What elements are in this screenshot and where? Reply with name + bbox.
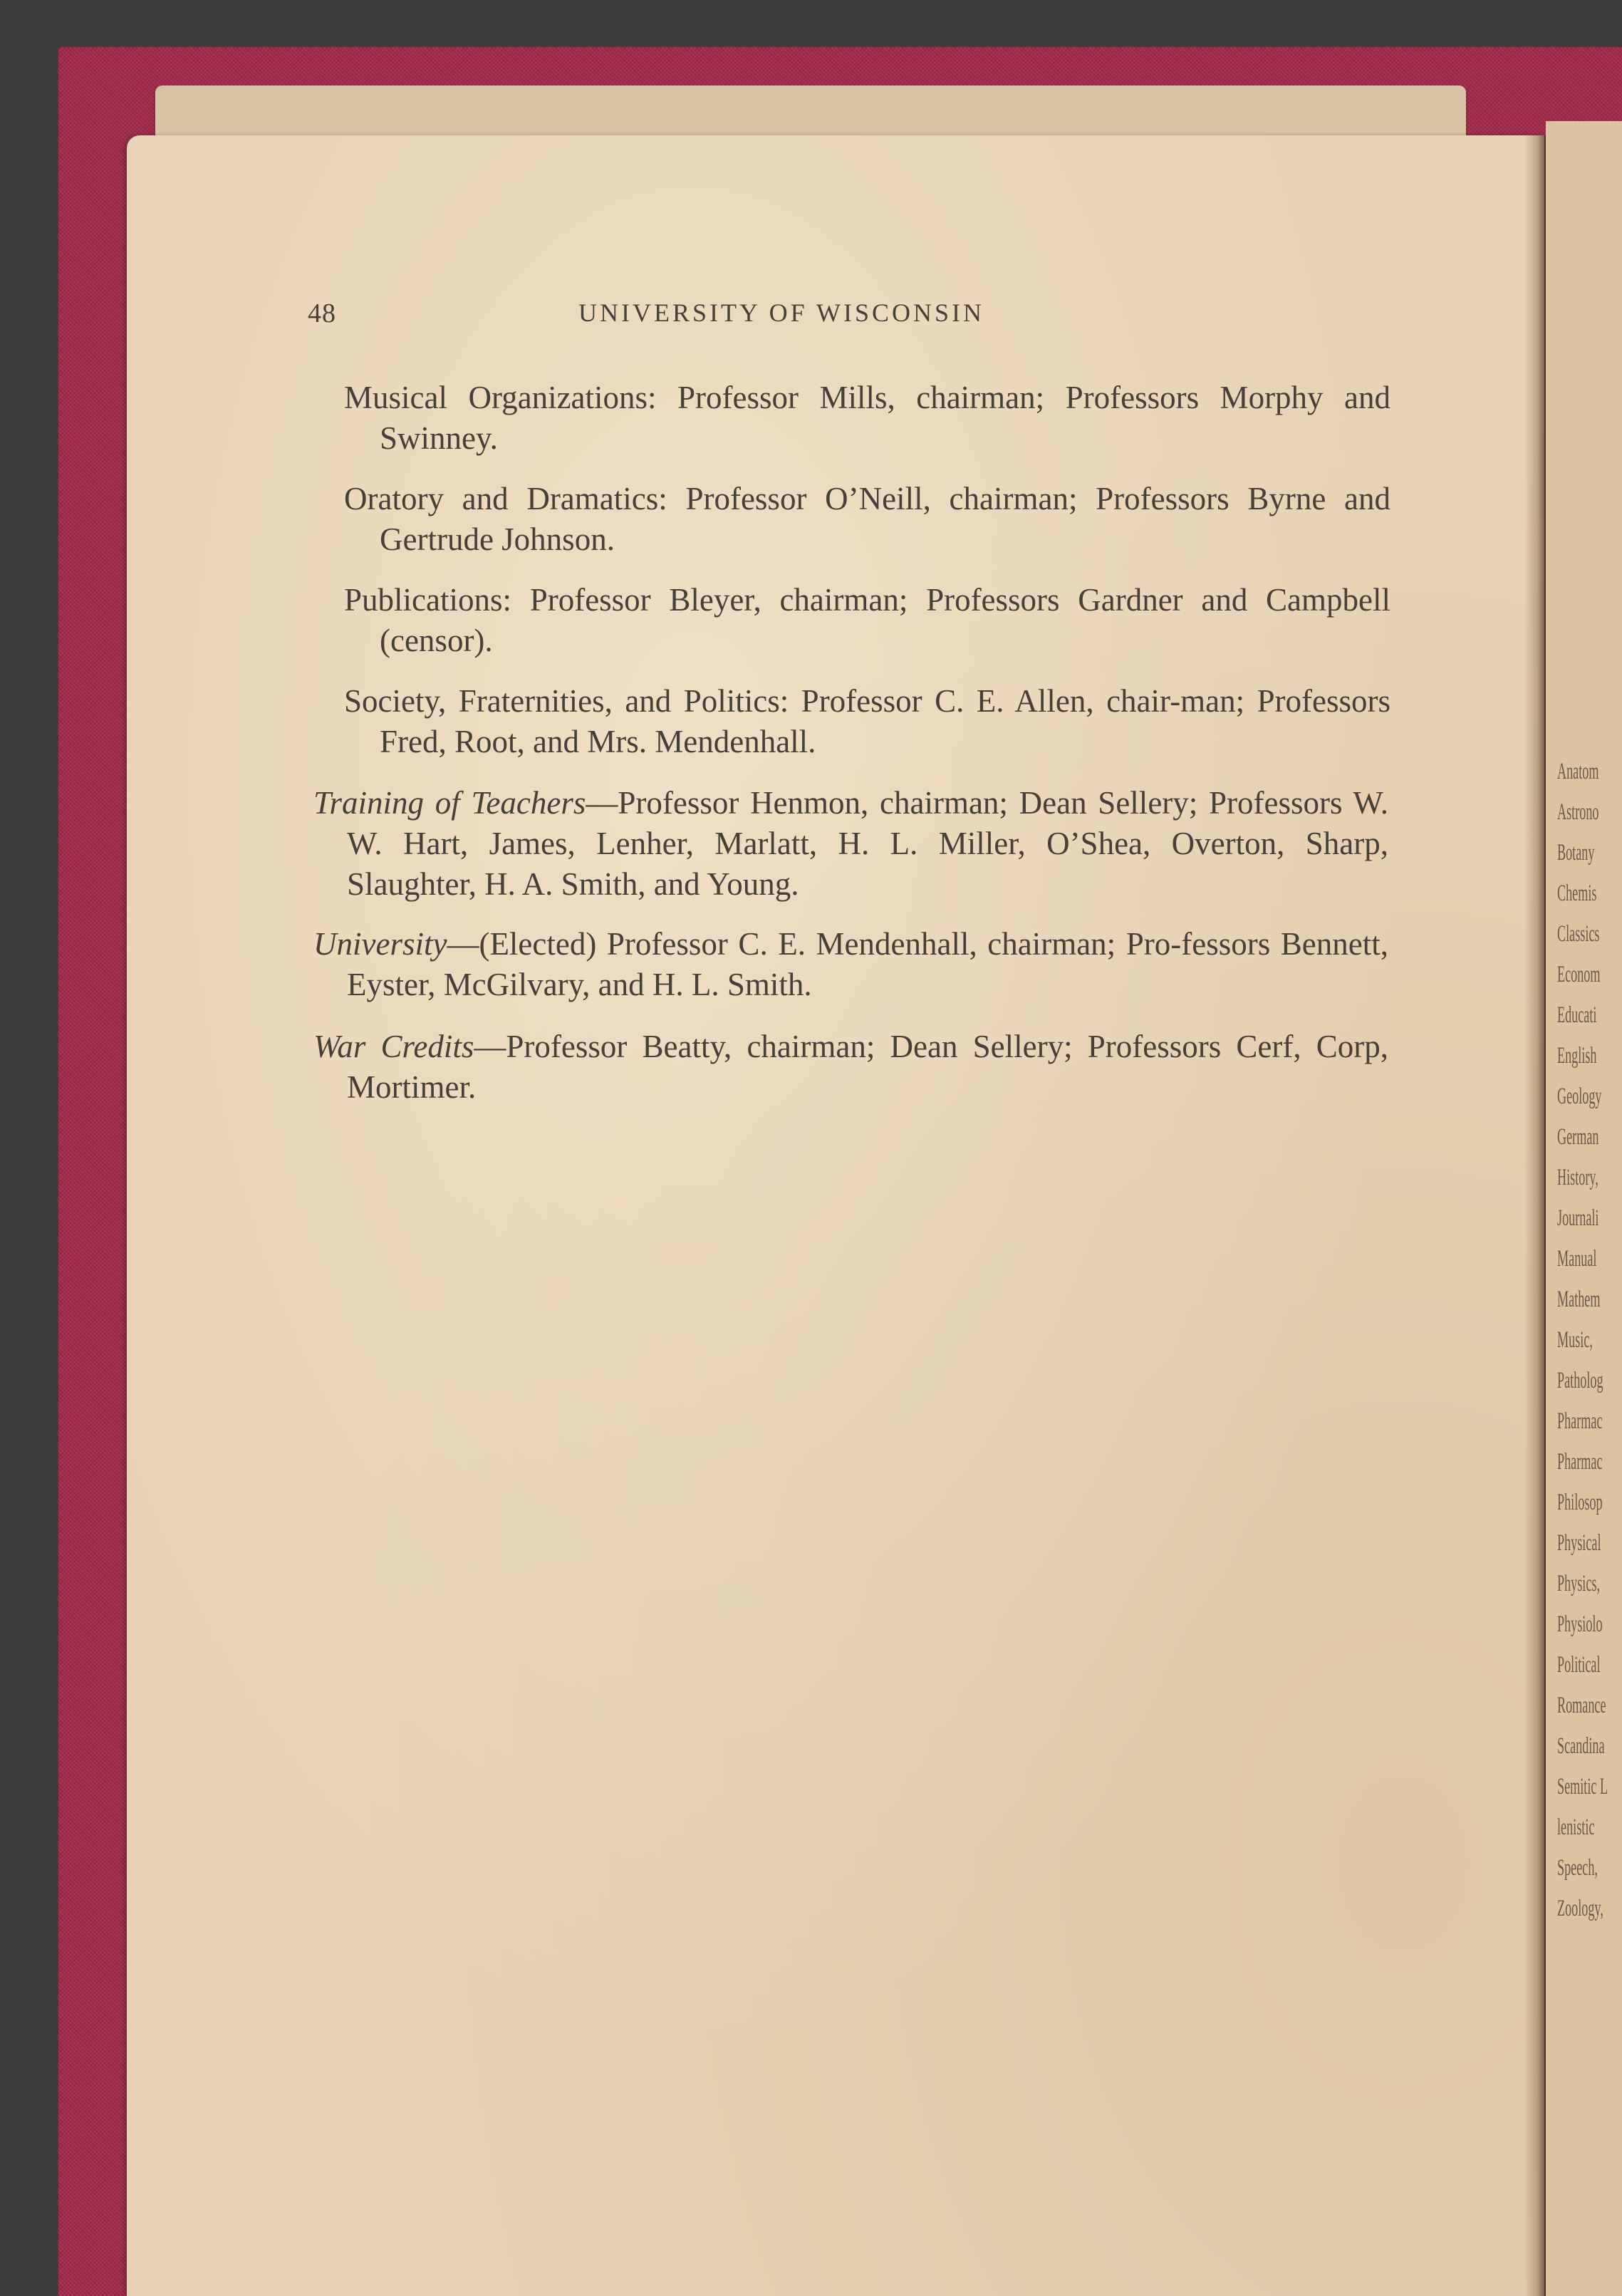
facing-fragment: Pharmac xyxy=(1557,1449,1603,1475)
facing-fragment: Manual xyxy=(1557,1246,1597,1272)
entry-text: Publications: Professor Bleyer, chairman; Professors Gardner and Campbell (censor). xyxy=(344,582,1390,658)
facing-fragment: Scandina xyxy=(1557,1733,1605,1759)
facing-fragment: Classics xyxy=(1557,921,1600,947)
facing-fragment: Econom xyxy=(1557,962,1601,987)
facing-fragment: History, xyxy=(1557,1165,1598,1190)
entry-label: War Credits xyxy=(313,1029,474,1064)
facing-fragment: Physics, xyxy=(1557,1571,1601,1596)
facing-fragment: Pharmac xyxy=(1557,1408,1603,1434)
entry-text: —(Elected) Professor C. E. Mendenhall, chairman; Pro-fessors Bennett, Eyster, McGilvary, and H. L. Smith. xyxy=(347,926,1388,1002)
facing-fragment: German xyxy=(1557,1124,1599,1150)
entry-label: University xyxy=(313,926,447,962)
facing-fragment: lenistic xyxy=(1557,1814,1595,1840)
committee-entry xyxy=(344,378,1390,459)
facing-fragment: Political xyxy=(1557,1652,1601,1678)
committee-entry xyxy=(344,580,1390,661)
facing-fragment: Journali xyxy=(1557,1205,1599,1231)
committee-entry xyxy=(313,1027,1388,1108)
facing-fragment: Romance xyxy=(1557,1693,1606,1718)
facing-fragment: Patholog xyxy=(1557,1368,1603,1393)
facing-fragment: Educati xyxy=(1557,1002,1597,1028)
page-number: 48 xyxy=(308,298,336,328)
facing-fragment: English xyxy=(1557,1043,1597,1069)
facing-fragment: Physiolo xyxy=(1557,1611,1603,1637)
facing-fragment: Semitic L xyxy=(1557,1774,1608,1799)
committee-entry xyxy=(313,783,1388,905)
facing-fragment: Botany xyxy=(1557,840,1595,866)
facing-fragment: Astrono xyxy=(1557,799,1599,825)
running-head: UNIVERSITY OF WISCONSIN xyxy=(578,298,985,327)
facing-fragment: Zoology, xyxy=(1557,1896,1603,1921)
committee-entry xyxy=(313,924,1388,1005)
facing-fragment: Geology xyxy=(1557,1084,1602,1109)
facing-fragment: Mathem xyxy=(1557,1287,1601,1312)
entry-text: —Professor Henmon, chairman; Dean Sellery; Professors W. W. Hart, James, Lenher, Marlatt, H. L. Miller, O’Shea, Overton, Sharp, Slaughter, H. A. Smith, and Young. xyxy=(347,785,1388,902)
entry-text: Society, Fraternities, and Politics: Professor C. E. Allen, chair-man; Professors Fred, Root, and Mrs. Mendenhall. xyxy=(344,683,1390,759)
entry-label: Training of Teachers xyxy=(313,785,586,821)
facing-fragment: Speech, xyxy=(1557,1855,1598,1881)
facing-fragment: Physical xyxy=(1557,1530,1601,1556)
facing-fragment: Music, xyxy=(1557,1327,1593,1353)
committee-entry xyxy=(344,681,1390,762)
entry-text: —Professor Beatty, chairman; Dean Sellery; Professors Cerf, Corp, Mortimer. xyxy=(347,1029,1389,1105)
committee-entry xyxy=(344,479,1390,560)
facing-fragment: Anatom xyxy=(1557,759,1599,784)
entry-text: Musical Organizations: Professor Mills, chairman; Professors Morphy and Swinney. xyxy=(344,380,1390,456)
facing-fragment: Chemis xyxy=(1557,881,1597,906)
entry-text: Oratory and Dramatics: Professor O’Neill, chairman; Professors Byrne and Gertrude Johnson. xyxy=(344,481,1390,557)
facing-fragment: Philosop xyxy=(1557,1490,1603,1515)
